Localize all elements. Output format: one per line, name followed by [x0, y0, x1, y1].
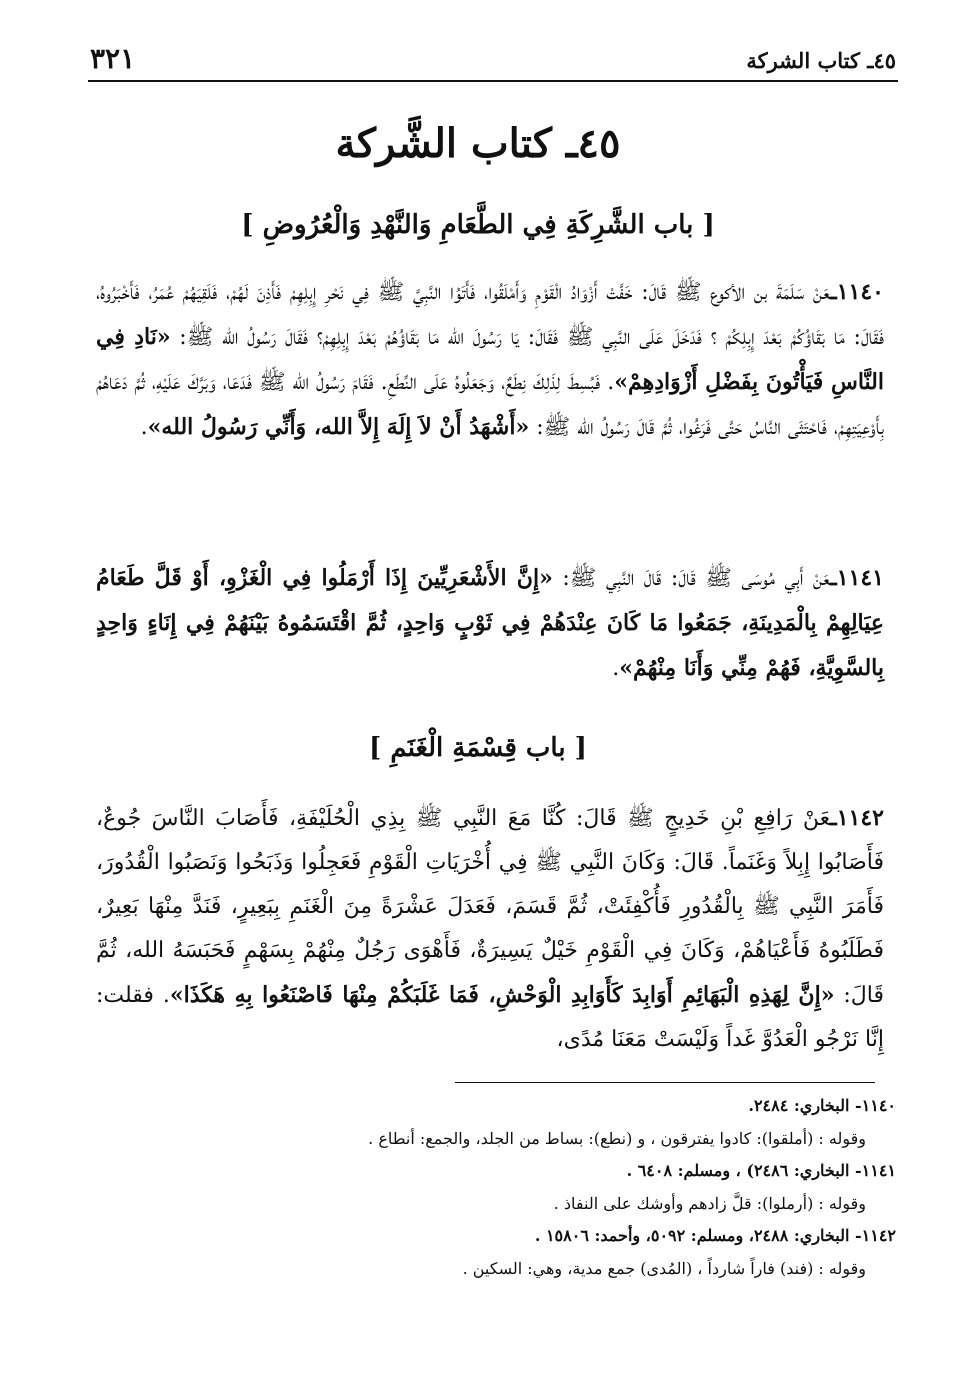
hadith-ending: . — [612, 656, 620, 681]
hadith-1141 — [96, 556, 884, 691]
hadith-narration: عَنْ سَلَمَةَ بن الأكوع ﷺ قَالَ: خَفَّتْ أَزْوَادُ الْقَوْمِ وَأَمْلَقُوا، فَأَتَوُا النَّبِيَّ ﷺ فِي نَحْرِ إِبِلِهِمْ فَأَذِنَ لَهُمْ، فَلَقِيَهُمْ عُمَرُ، فَأَخْبَرُوهُ، فَقَالَ: مَا بَقَاؤُكُمْ بَعْدَ إِبِلِكُمْ ؟ فَدَخَلَ عَلَى النَّبِي ﷺ فَقَالَ: يَا رَسُولَ الله مَا بَقَاؤُهُمْ بَعْدَ إِبِلِهِمْ؟ فَقَالَ رَسُولُ الله ﷺ: — [96, 280, 884, 350]
hadith-1140 — [96, 270, 884, 450]
hadith-ending: . فقلت: إِنَّا نَرْجُو الْعَدُوَّ غَداً وَلَيْسَتْ مَعَنَا مُدًى، — [96, 983, 884, 1052]
footnote-source-1140: ١١٤٠- البخاري: ٢٤٨٤. — [748, 1096, 896, 1115]
section-heading-partnership-food: [ باب الشَّرِكَةِ فِي الطَّعَامِ وَالنَّهْدِ وَالْعُرُوضِ ] — [241, 210, 715, 240]
running-title: ٤٥ـ كتاب الشركة — [746, 48, 896, 73]
footnote-note-1140: وقوله : (أملقوا): كادوا يفترقون ، و (نطع): بساط من الجلد، والجمع: أنطاع . — [368, 1128, 866, 1148]
hadith-continuation: . فَبُسِطَ لِذَلِكَ نِطَعٌ، وَجَعَلُوهُ عَلَى النِّطَعِ. فَقَامَ رَسُولُ الله ﷺ فَدَعَا، وَبَرَّكَ عَلَيْهِ، ثُمَّ دَعَاهُمْ بِأَوْعِيَتِهِمْ، فَاحْتَثَى النَّاسُ حَتَّى فَرَغُوا، ثُمَّ قَالَ رَسُولُ الله ﷺ: — [96, 370, 884, 440]
hadith-narration: عَنْ رَافِعِ بْنِ خَدِيجٍ ﷺ قَالَ: كُنَّا مَعَ النَّبِي ﷺ بِذِي الْحُلَيْفَةِ، فَأَصَابَ النَّاسَ جُوعٌ، فَأَصَابُوا إِبِلاً وَغَنَماً. قَالَ: وَكَانَ النَّبِي ﷺ فِي أُخْرَيَاتِ الْقَوْمِ فَعَجِلُوا وَذَبَحُوا وَنَصَبُوا الْقُدُورَ، فَأَمَرَ النَّبِي ﷺ بِالْقُدُورِ فَأُكْفِئَتْ، ثُمَّ قَسَمَ، فَعَدَلَ عَشْرَةً مِنَ الْغَنَمِ بِبَعِيرٍ، فَنَدَّ مِنْهَا بَعِيرٌ، فَطَلَبُوهُ فَأَعْيَاهُمْ، وَكَانَ فِي الْقَوْمِ خَيْلٌ يَسِيرَةٌ، فَأَهْوَى رَجُلٌ مِنْهُمْ بِسَهْمٍ فَحَبَسَهُ الله، ثُمَّ قَالَ: — [96, 806, 885, 1008]
page-number: ٣٢١ — [90, 42, 136, 75]
footnote-source-1142: ١١٤٢- البخاري: ٢٤٨٨، ومسلم: ٥٠٩٢، وأحمد: ١٥٨٠٦ . — [534, 1226, 896, 1245]
page-header — [90, 40, 896, 80]
footnote-note-1141: وقوله : (أرملوا): قلَّ زادهم وأوشك على النفاذ . — [553, 1193, 866, 1213]
footnotes — [120, 1090, 896, 1285]
hadith-ending: . — [140, 415, 148, 440]
prophetic-quote-2: «أَشْهَدُ أَنْ لاَ إِلَهَ إِلاَّ الله، وَأَنِّي رَسُولُ الله» — [147, 414, 530, 440]
hadith-number: ١١٤٠ـ — [830, 279, 884, 305]
prophetic-quote: «إِنَّ الأَشْعَرِيِّينَ إِذَا أَرْمَلُوا فِي الْغَزْوِ، أَوْ قَلَّ طَعَامُ عِيَالِهِمْ بِالْمَدِينَةِ، جَمَعُوا مَا كَانَ عِنْدَهُمْ فِي ثَوْبٍ وَاحِدٍ، ثُمَّ اقْتَسَمُوهُ بَيْنَهُمْ فِي إِنَاءٍ وَاحِدٍ بِالسَّوِيَّةِ، فَهُمْ مِنِّي وَأَنَا مِنْهُمْ» — [96, 565, 884, 681]
hadith-narration: عَنْ أَبِي مُوسَى ﷺ قَالَ: قَالَ النَّبِي ﷺ: — [552, 566, 831, 591]
prophetic-quote: «إِنَّ لِهَذِهِ الْبَهَائِمِ أَوَابِدَ كَأَوَابِدِ الْوَحْشِ، فَمَا غَلَبَكُمْ مِنْهَا فَاصْنَعُوا بِهِ هَكَذَا» — [169, 982, 835, 1008]
footnote-note-1142: وقوله : (فند) فاراً شارداً ، (المُدى) جمع مدية، وهي: السكين . — [462, 1258, 866, 1278]
prophetic-quote: «نَادِ فِي النَّاسِ فَيَأْتُونَ بِفَضْلِ أَزْوَادِهِمْ» — [96, 324, 885, 395]
section-heading-dividing-sheep: [ باب قِسْمَةِ الْغَنَمِ ] — [369, 733, 587, 763]
header-rule — [88, 80, 898, 82]
hadith-number: ١١٤١ـ — [830, 565, 884, 591]
footnote-rule — [455, 1082, 875, 1083]
chapter-title: ٤٥ـ كتاب الشَّركة — [335, 120, 621, 167]
hadith-1142 — [96, 796, 884, 1062]
footnote-source-1141: ١١٤١- البخاري: ٢٤٨٦) ، ومسلم: ٦٤٠٨ . — [626, 1161, 896, 1180]
hadith-number: ١١٤٢ـ — [830, 805, 884, 831]
